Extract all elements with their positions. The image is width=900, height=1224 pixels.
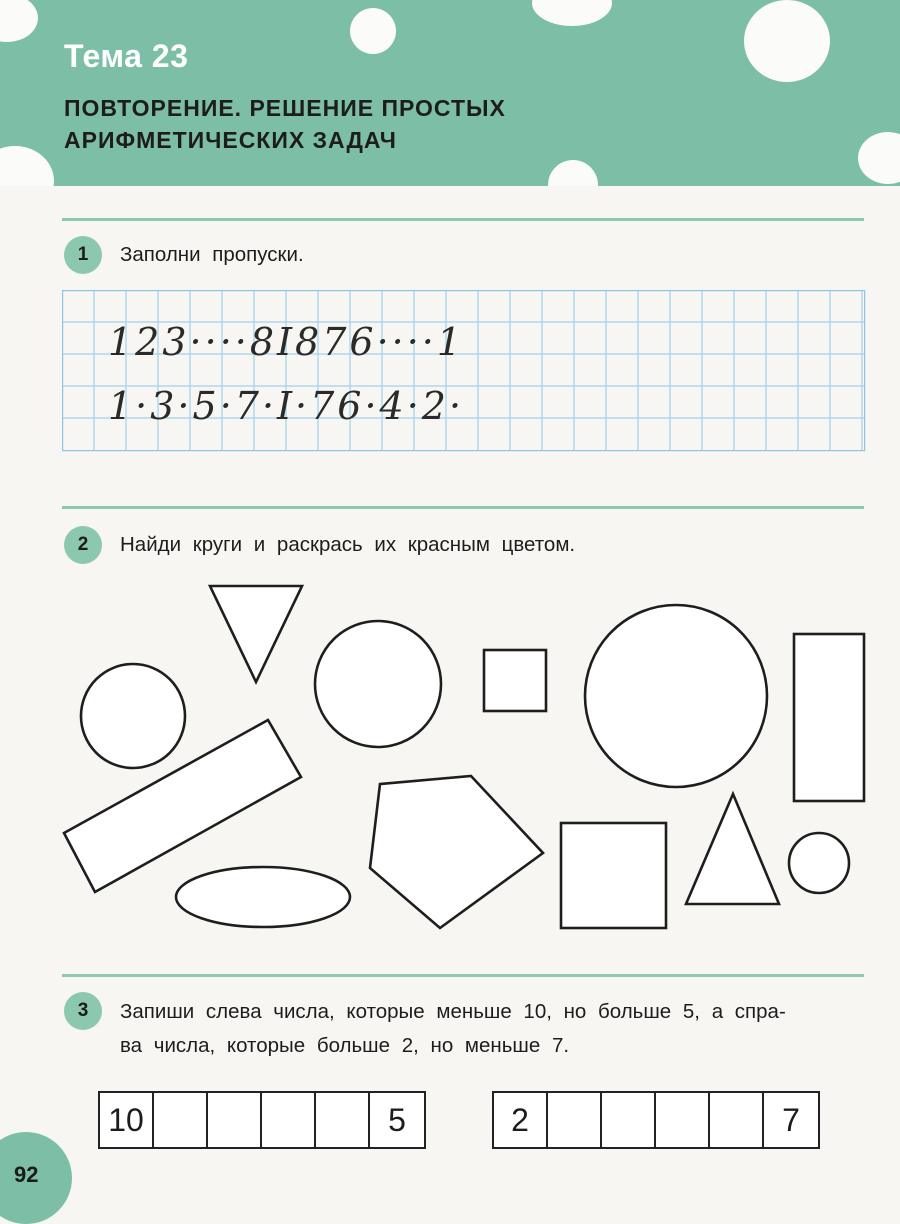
section-divider <box>62 218 864 221</box>
decor-dot <box>0 0 38 42</box>
task1-instruction: Заполни пропуски. <box>120 243 304 266</box>
shape-circle-medium[interactable] <box>315 621 441 747</box>
task2-instruction: Найди круги и раскрась их красным цветом. <box>120 533 576 556</box>
decor-dot <box>548 160 598 186</box>
topic-header-band <box>0 0 900 186</box>
answer-cell: 7 <box>764 1093 818 1147</box>
section-divider <box>62 506 864 509</box>
lesson-title <box>64 92 506 156</box>
shapes-area <box>0 570 900 940</box>
decor-dot <box>350 8 396 54</box>
answer-cell[interactable] <box>548 1093 602 1147</box>
sequence-row-1: 123····8І876····1 <box>108 320 465 364</box>
lesson-title-line1: ПОВТОРЕНИЕ. РЕШЕНИЕ ПРОСТЫХ <box>64 95 506 121</box>
decor-dot <box>0 146 54 186</box>
decor-dot <box>744 0 830 82</box>
topic-label: Тема 23 <box>64 38 189 74</box>
shape-circle-large[interactable] <box>585 605 767 787</box>
task3-instruction-line1: Запиши слева числа, которые меньше 10, но больше 5, а спра- <box>120 1000 786 1023</box>
task-number-badge: 2 <box>64 526 102 564</box>
shape-circle-small-left[interactable] <box>81 664 185 768</box>
answer-row-right <box>492 1091 820 1149</box>
task-number-badge: 3 <box>64 992 102 1030</box>
shape-rectangle-vertical[interactable] <box>794 634 864 801</box>
shape-triangle-down[interactable] <box>210 586 302 682</box>
decor-dot <box>858 132 900 184</box>
shape-square-large[interactable] <box>561 823 666 928</box>
shape-square-small[interactable] <box>484 650 546 711</box>
shape-pentagon[interactable] <box>370 776 543 928</box>
answer-cell[interactable] <box>656 1093 710 1147</box>
lesson-title-line2: АРИФМЕТИЧЕСКИХ ЗАДАЧ <box>64 127 397 153</box>
task-number-badge: 1 <box>64 236 102 274</box>
sequence-row-2: 1·3·5·7·І·76·4·2· <box>108 384 465 428</box>
answer-cell[interactable] <box>710 1093 764 1147</box>
shape-triangle-up[interactable] <box>686 794 779 904</box>
answer-cell[interactable] <box>208 1093 262 1147</box>
decor-dot <box>532 0 612 26</box>
answer-cell[interactable] <box>602 1093 656 1147</box>
task3-instruction-line2: ва числа, которые больше 2, но меньше 7. <box>120 1034 570 1057</box>
page-number-badge <box>0 1132 72 1224</box>
shape-circle-small-right[interactable] <box>789 833 849 893</box>
answer-cell[interactable] <box>316 1093 370 1147</box>
answer-row-left <box>98 1091 426 1149</box>
shape-ellipse[interactable] <box>176 867 350 927</box>
answer-cell[interactable] <box>154 1093 208 1147</box>
page-number: 92 <box>14 1162 39 1187</box>
answer-cell: 5 <box>370 1093 424 1147</box>
answer-cell: 10 <box>100 1093 154 1147</box>
answer-cell: 2 <box>494 1093 548 1147</box>
answer-cell[interactable] <box>262 1093 316 1147</box>
task3-instruction <box>120 995 786 1063</box>
section-divider <box>62 974 864 977</box>
